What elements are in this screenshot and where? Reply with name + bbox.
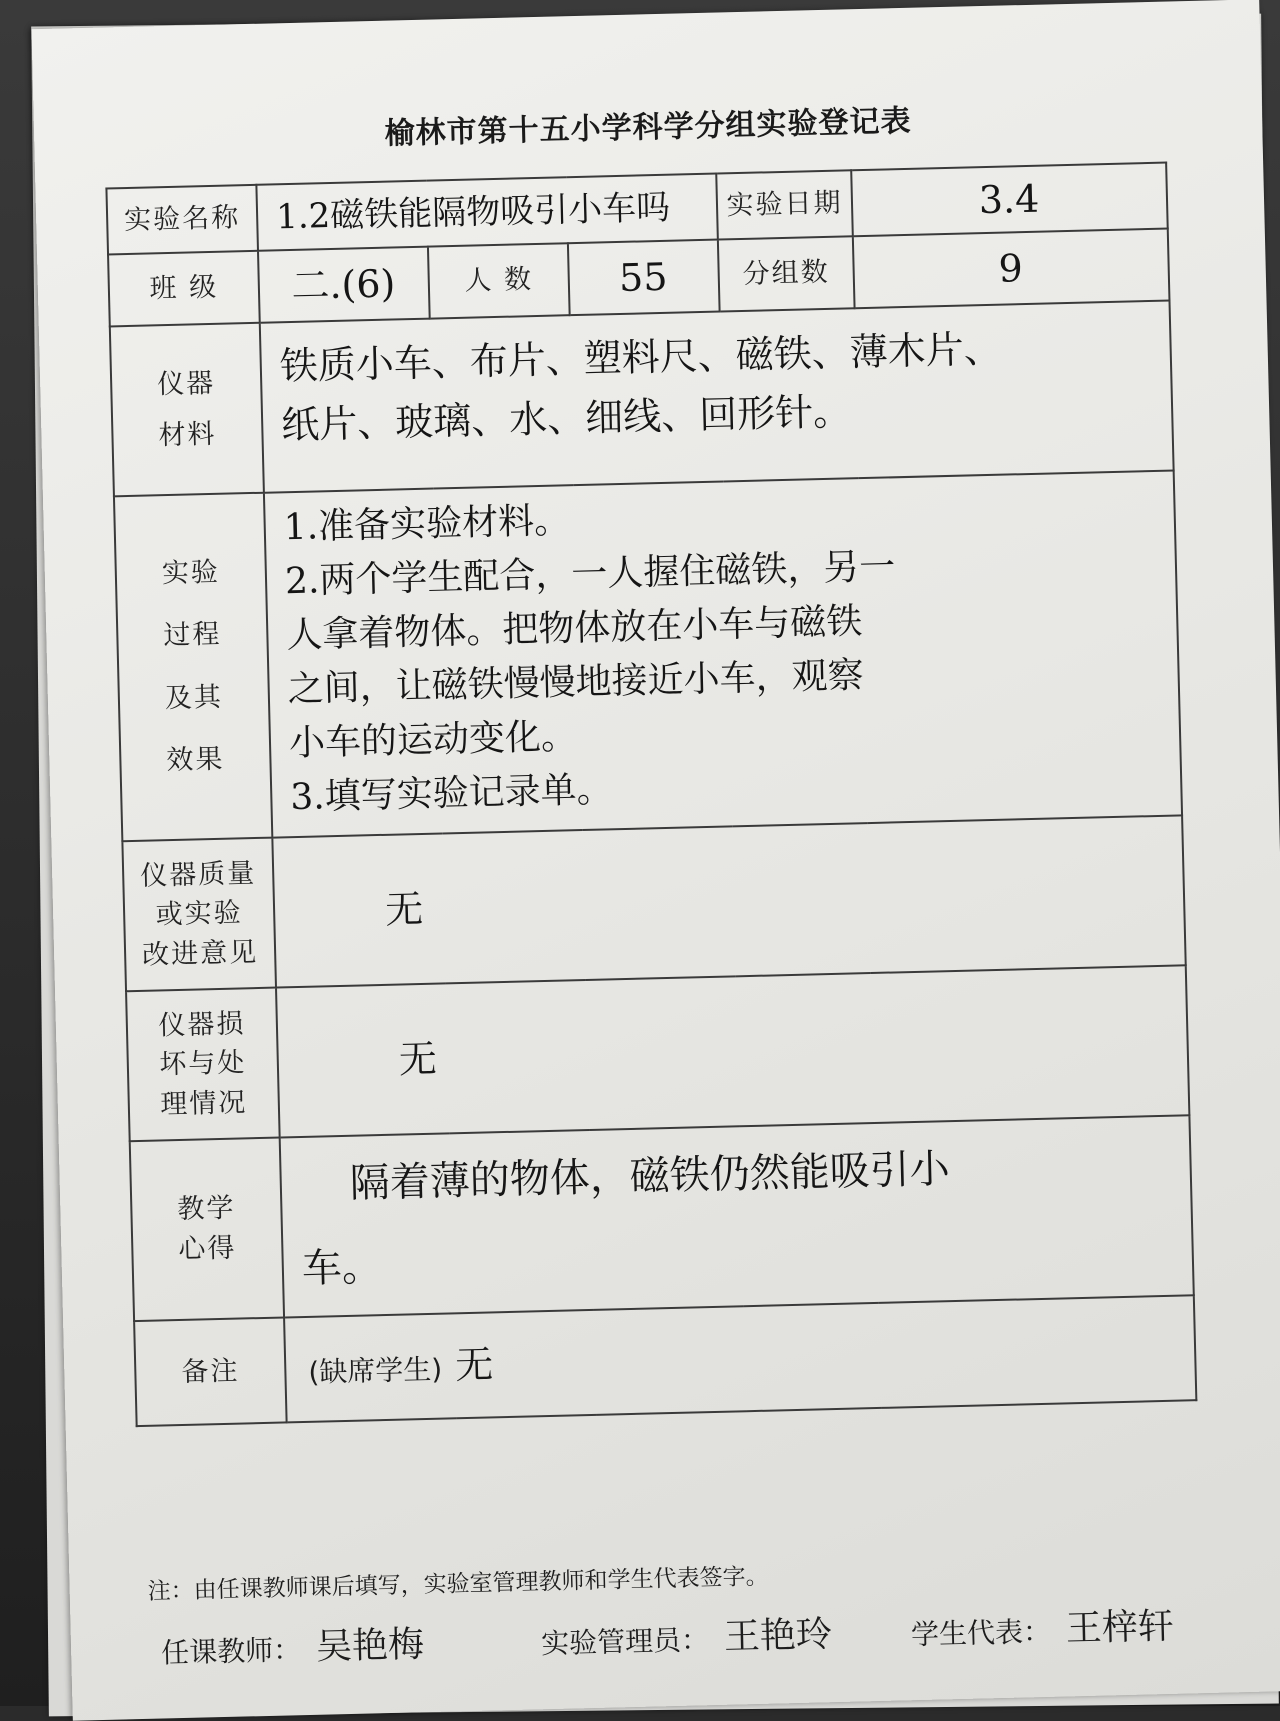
admin-signature — [540, 1606, 832, 1664]
quality-label — [122, 838, 276, 992]
group-count-label: 分组数 — [718, 236, 855, 311]
row-reflection — [130, 1115, 1194, 1321]
damage-label-line: 坏与处 — [158, 1047, 247, 1081]
student-rep-signature — [910, 1598, 1174, 1655]
materials-label-line: 仪器 — [156, 367, 216, 400]
damage-label-line: 仪器损 — [158, 1008, 246, 1042]
damage-label-line: 理情况 — [159, 1086, 248, 1120]
form-title: 榆林市第十五小学科学分组实验登记表 — [384, 103, 912, 152]
row-quality — [122, 815, 1185, 991]
process-step-line: 人拿着物体。把物体放在小车与磁铁 — [285, 601, 863, 657]
process-step-line: 小车的运动变化。 — [288, 716, 578, 765]
footer-note: 注：由任课教师课后填写，实验室管理教师和学生代表签字。 — [147, 1563, 769, 1605]
admin-name: 王艳玲 — [723, 1614, 833, 1658]
quality-label-line: 或实验 — [155, 897, 244, 931]
remarks-label: 备注 — [134, 1317, 287, 1426]
reflection-value — [280, 1115, 1194, 1317]
damage-label — [126, 988, 280, 1142]
reflection-line: 车。 — [301, 1244, 383, 1293]
process-label-line: 实验 — [161, 557, 221, 590]
experiment-name-value: 1.2磁铁能隔物吸引小车吗 — [256, 174, 717, 251]
process-step-line: 之间，让磁铁慢慢地接近小车，观察 — [287, 655, 865, 711]
row-damage — [126, 965, 1189, 1141]
reflection-label — [130, 1138, 284, 1322]
row-materials — [110, 301, 1174, 497]
remarks-prefix: (缺席学生) — [308, 1352, 443, 1389]
materials-value — [260, 301, 1174, 493]
quality-label-line: 仪器质量 — [139, 858, 257, 893]
teacher-label: 任课教师： — [160, 1633, 302, 1670]
group-count-value: 9 — [853, 229, 1170, 309]
row-process — [114, 470, 1182, 841]
materials-label — [110, 323, 264, 497]
remarks-value-cell — [284, 1295, 1196, 1422]
student-rep-label: 学生代表： — [910, 1614, 1052, 1652]
experiment-date-label: 实验日期 — [716, 170, 853, 239]
process-step-line: 1.准备实验材料。 — [283, 500, 571, 549]
process-step-line: 2.两个学生配合，一人握住磁铁，另一 — [284, 546, 896, 603]
student-rep-name: 王梓轩 — [1065, 1605, 1175, 1650]
registration-form-sheet — [32, 0, 1280, 1721]
experiment-name-label: 实验名称 — [106, 185, 258, 255]
student-count-value: 55 — [568, 240, 720, 316]
process-step-line: 3.填写实验记录单。 — [289, 769, 614, 819]
process-label — [114, 493, 272, 842]
class-value: 二.(6) — [258, 247, 430, 323]
process-label-line: 及其 — [164, 681, 224, 714]
student-count-label: 人 数 — [428, 243, 570, 318]
process-label-line: 过程 — [163, 619, 222, 652]
reflection-line: 隔着薄的物体，磁铁仍然能吸引小 — [349, 1146, 951, 1207]
materials-line: 铁质小车、布片、塑料尺、磁铁、薄木片、 — [279, 326, 1003, 389]
quality-value: 无 — [272, 815, 1185, 987]
materials-line: 纸片、玻璃、水、细线、回形针。 — [280, 389, 852, 448]
remarks-value: 无 — [454, 1342, 494, 1388]
teacher-signature — [160, 1616, 424, 1673]
reflection-label-line: 心得 — [177, 1232, 237, 1266]
teacher-name: 吴艳梅 — [315, 1624, 425, 1668]
class-label: 班 级 — [108, 251, 260, 327]
experiment-date-value: 3.4 — [851, 163, 1168, 237]
quality-label-line: 改进意见 — [141, 936, 259, 971]
damage-value: 无 — [276, 965, 1189, 1137]
process-label-line: 效果 — [166, 743, 225, 776]
process-value — [264, 470, 1182, 837]
form-table — [105, 162, 1197, 1428]
admin-label: 实验管理员： — [540, 1623, 710, 1661]
reflection-label-line: 教学 — [177, 1192, 236, 1225]
materials-label-line: 材料 — [158, 418, 217, 452]
